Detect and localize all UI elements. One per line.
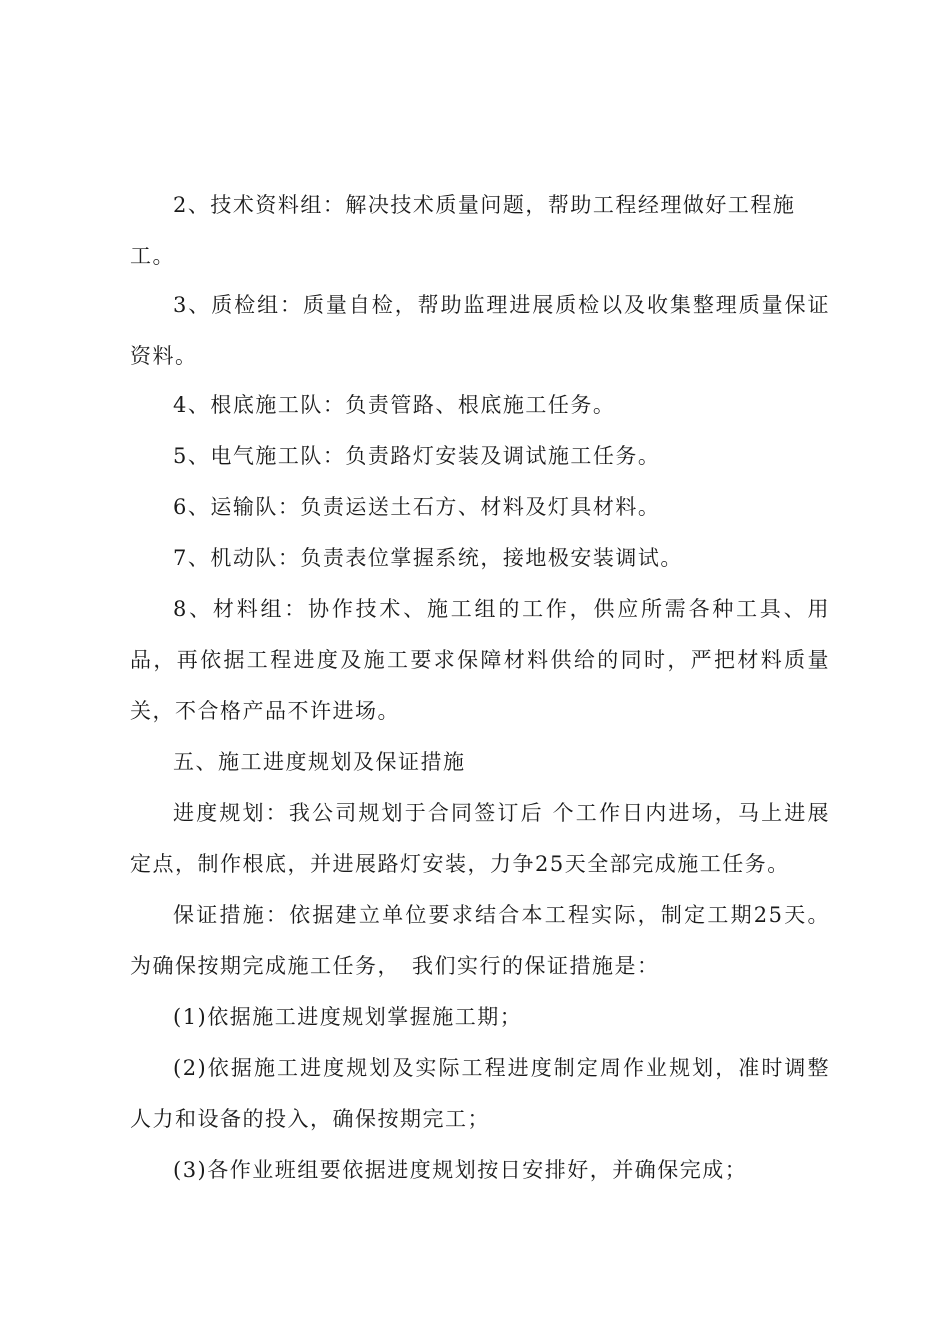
paragraph-guarantee-measures: 保证措施：依据建立单位要求结合本工程实际，制定工期25天。为确保按期完成施工任务， 我们实行的保证措施是： (130, 903, 830, 978)
paragraph-quality-inspection-group: 3、质检组：质量自检，帮助监理进展质检以及收集整理质量保证资料。 (130, 293, 830, 368)
paragraph-schedule-plan: 进度规划：我公司规划于合同签订后 个工作日内进场，马上进展定点，制作根底，并进展路灯安装，力争25天全部完成施工任务。 (130, 801, 830, 876)
list-item-measure-2: (2)依据施工进度规划及实际工程进度制定周作业规划，准时调整人力和设备的投入，确保按期完工； (130, 1056, 830, 1131)
paragraph-materials-group: 8、材料组：协作技术、施工组的工作，供应所需各种工具、用品，再依据工程进度及施工要求保障材料供给的同时，严把材料质量关，不合格产品不许进场。 (130, 597, 830, 723)
paragraph-mobile-team: 7、机动队：负责表位掌握系统，接地极安装调试。 (173, 546, 683, 570)
paragraph-foundation-team: 4、根底施工队：负责管路、根底施工任务。 (173, 393, 616, 417)
paragraph-electrical-team: 5、电气施工队：负责路灯安装及调试施工任务。 (173, 444, 661, 468)
list-item-measure-3: (3)各作业班组要依据进度规划按日安排好，并确保完成； (173, 1158, 748, 1182)
paragraph-transport-team: 6、运输队：负责运送土石方、材料及灯具材料。 (173, 495, 661, 519)
section-heading-schedule: 五、施工进度规划及保证措施 (173, 750, 466, 774)
paragraph-technical-data-group: 2、技术资料组：解决技术质量问题，帮助工程经理做好工程施工。 (130, 193, 796, 268)
list-item-measure-1: (1)依据施工进度规划掌握施工期； (173, 1005, 523, 1029)
